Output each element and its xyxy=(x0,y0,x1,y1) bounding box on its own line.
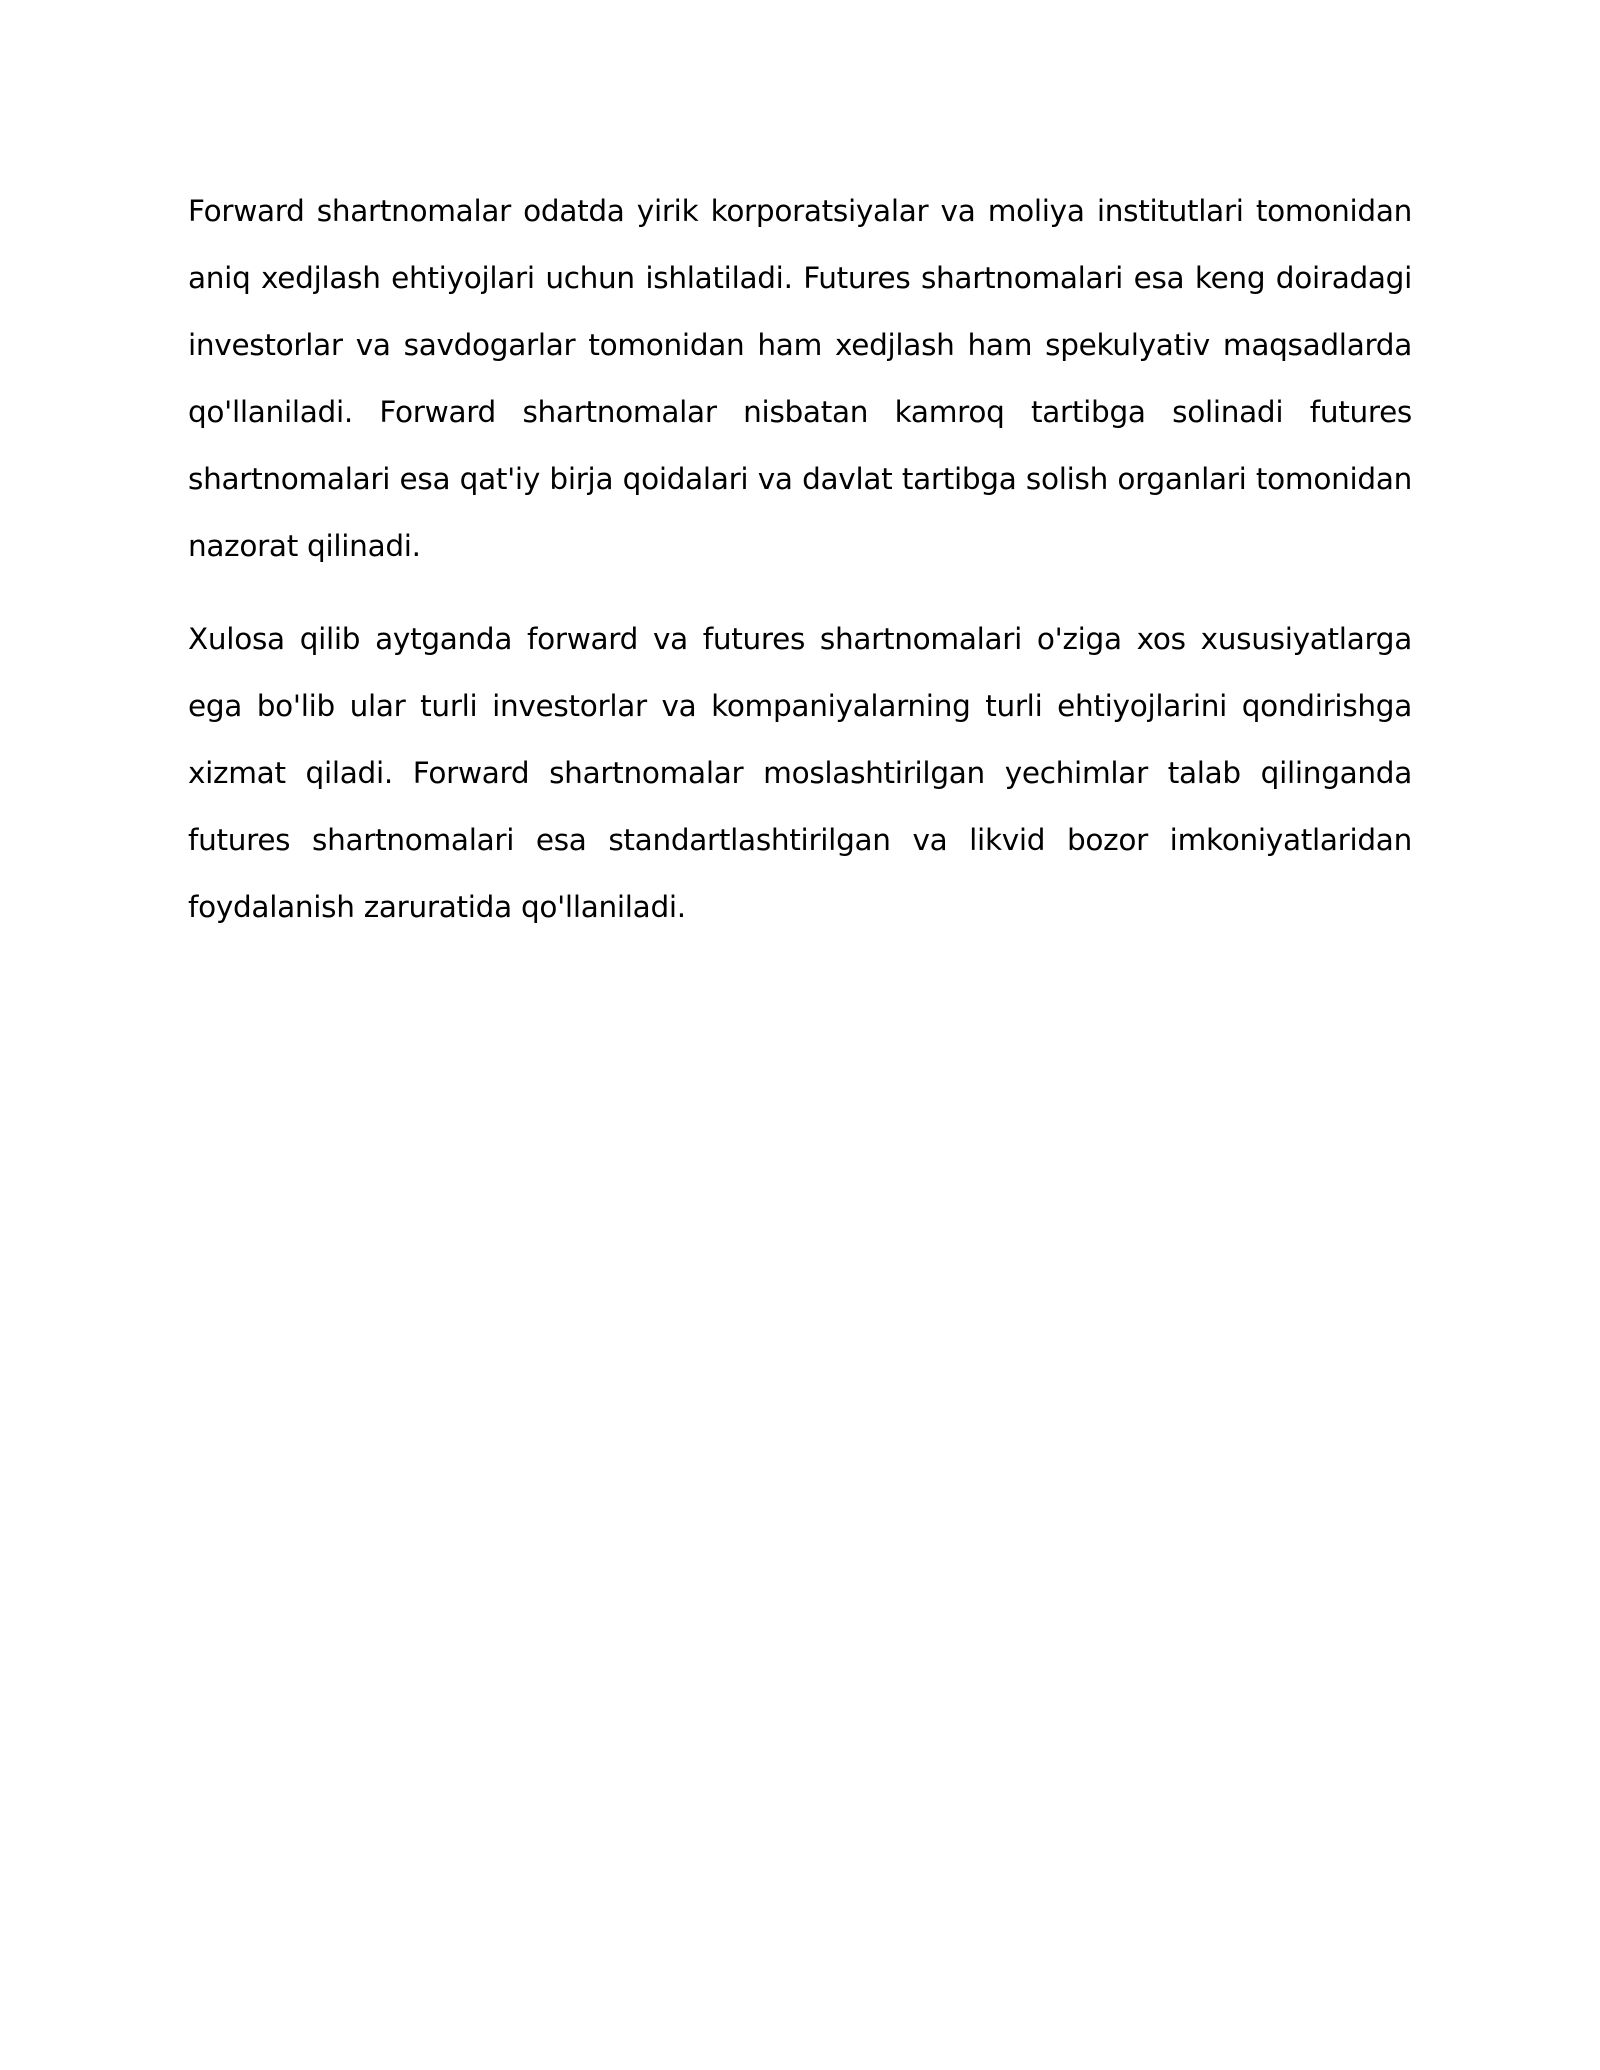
paragraph-forward-vs-futures-usage: Forward shartnomalar odatda yirik korporatsiyalar va moliya institutlari tomonidan aniq xedjlash ehtiyojlari uchun ishlatiladi. Futures shartnomalari esa keng doiradagi investorlar va savdogarlar tomonidan ham xedjlash ham spekulyativ maqsadlarda qo'llaniladi. Forward shartnomalar nisbatan kamroq tartibga solinadi futures shartnomalari esa qat'iy birja qoidalari va davlat tartibga solish organlari tomonidan nazorat qilinadi. xyxy=(188,194,1412,563)
document-body xyxy=(188,178,1412,967)
paragraph-conclusion: Xulosa qilib aytganda forward va futures shartnomalari o'ziga xos xususiyatlarga ega bo'lib ular turli investorlar va kompaniyalarning turli ehtiyojlarini qondirishga xizmat qiladi. Forward shartnomalar moslashtirilgan yechimlar talab qilinganda futures shartnomalari esa standartlashtirilgan va likvid bozor imkoniyatlaridan foydalanish zaruratida qo'llaniladi. xyxy=(188,622,1412,924)
